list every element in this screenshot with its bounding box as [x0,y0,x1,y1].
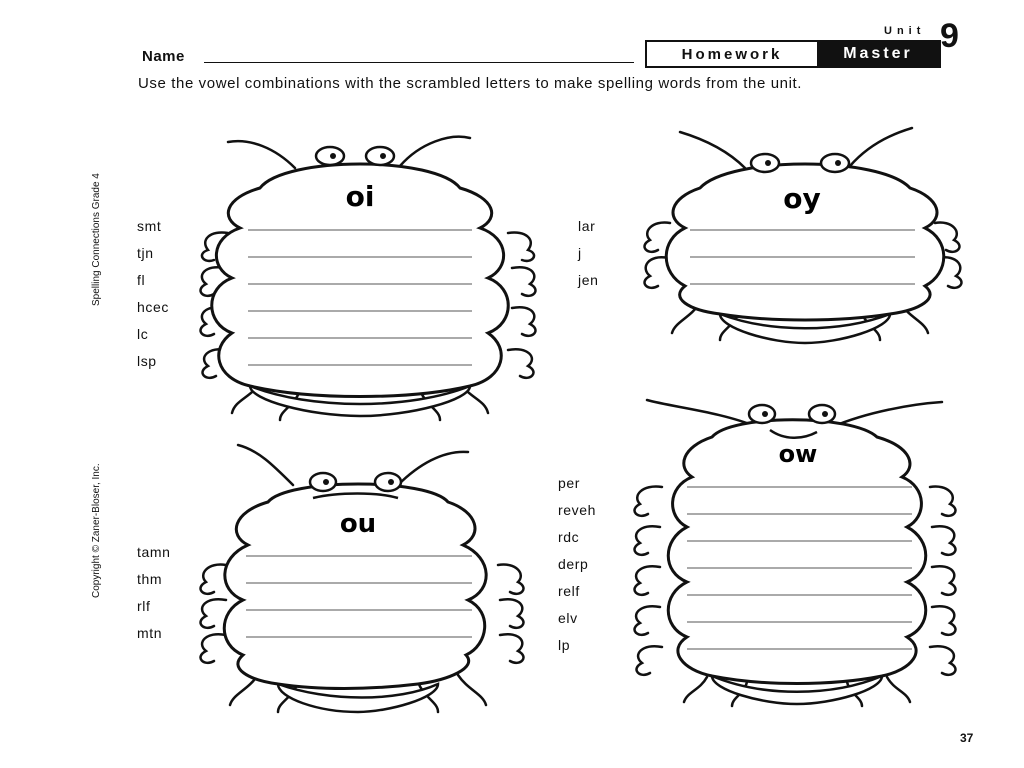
homework-label: Homework [681,45,783,63]
bug-oy-vowel: oy [783,182,821,215]
word-oi-2: tjn [137,245,154,261]
word-ow-1: per [558,475,581,491]
word-ow-2: reveh [558,502,597,518]
side-text-copyright: Copyright © Zaner-Bloser, Inc. [91,463,102,598]
word-oi-6: lsp [137,353,157,369]
bug-oi-vowel: oi [345,180,375,213]
bug-ow-illustration [612,392,972,707]
name-label: Name [142,48,185,65]
word-oi-4: hcec [137,299,169,315]
page-number: 37 [960,731,974,745]
word-oy-3: jen [578,272,599,288]
word-ou-2: thm [137,571,163,587]
bug-ou-illustration [188,440,533,720]
unit-number: 9 [940,17,959,55]
word-ow-5: relf [558,583,580,599]
word-ow-6: elv [558,610,578,626]
word-oi-5: lc [137,326,149,342]
word-ow-4: derp [558,556,589,572]
bug-ow-vowel: ow [778,440,818,468]
word-oi-3: fl [137,272,146,288]
word-ou-3: rlf [137,598,151,614]
word-ow-7: lp [558,637,571,653]
bug-oy-illustration [640,128,970,368]
bug-oi-illustration [190,128,530,423]
name-field[interactable] [204,62,634,63]
side-text-grade: Spelling Connections Grade 4 [91,173,102,306]
master-label: Master [817,42,939,66]
unit-label: Unit [884,25,926,37]
word-oy-2: j [578,245,582,261]
word-oy-1: lar [578,218,596,234]
bug-ou-vowel: ou [339,509,377,539]
instructions: Use the vowel combinations with the scrambled letters to make spelling words from the unit. [138,75,803,92]
homework-master-banner [645,40,941,68]
word-oi-1: smt [137,218,162,234]
word-ow-3: rdc [558,529,580,545]
word-ou-4: mtn [137,625,163,641]
word-ou-1: tamn [137,544,171,560]
